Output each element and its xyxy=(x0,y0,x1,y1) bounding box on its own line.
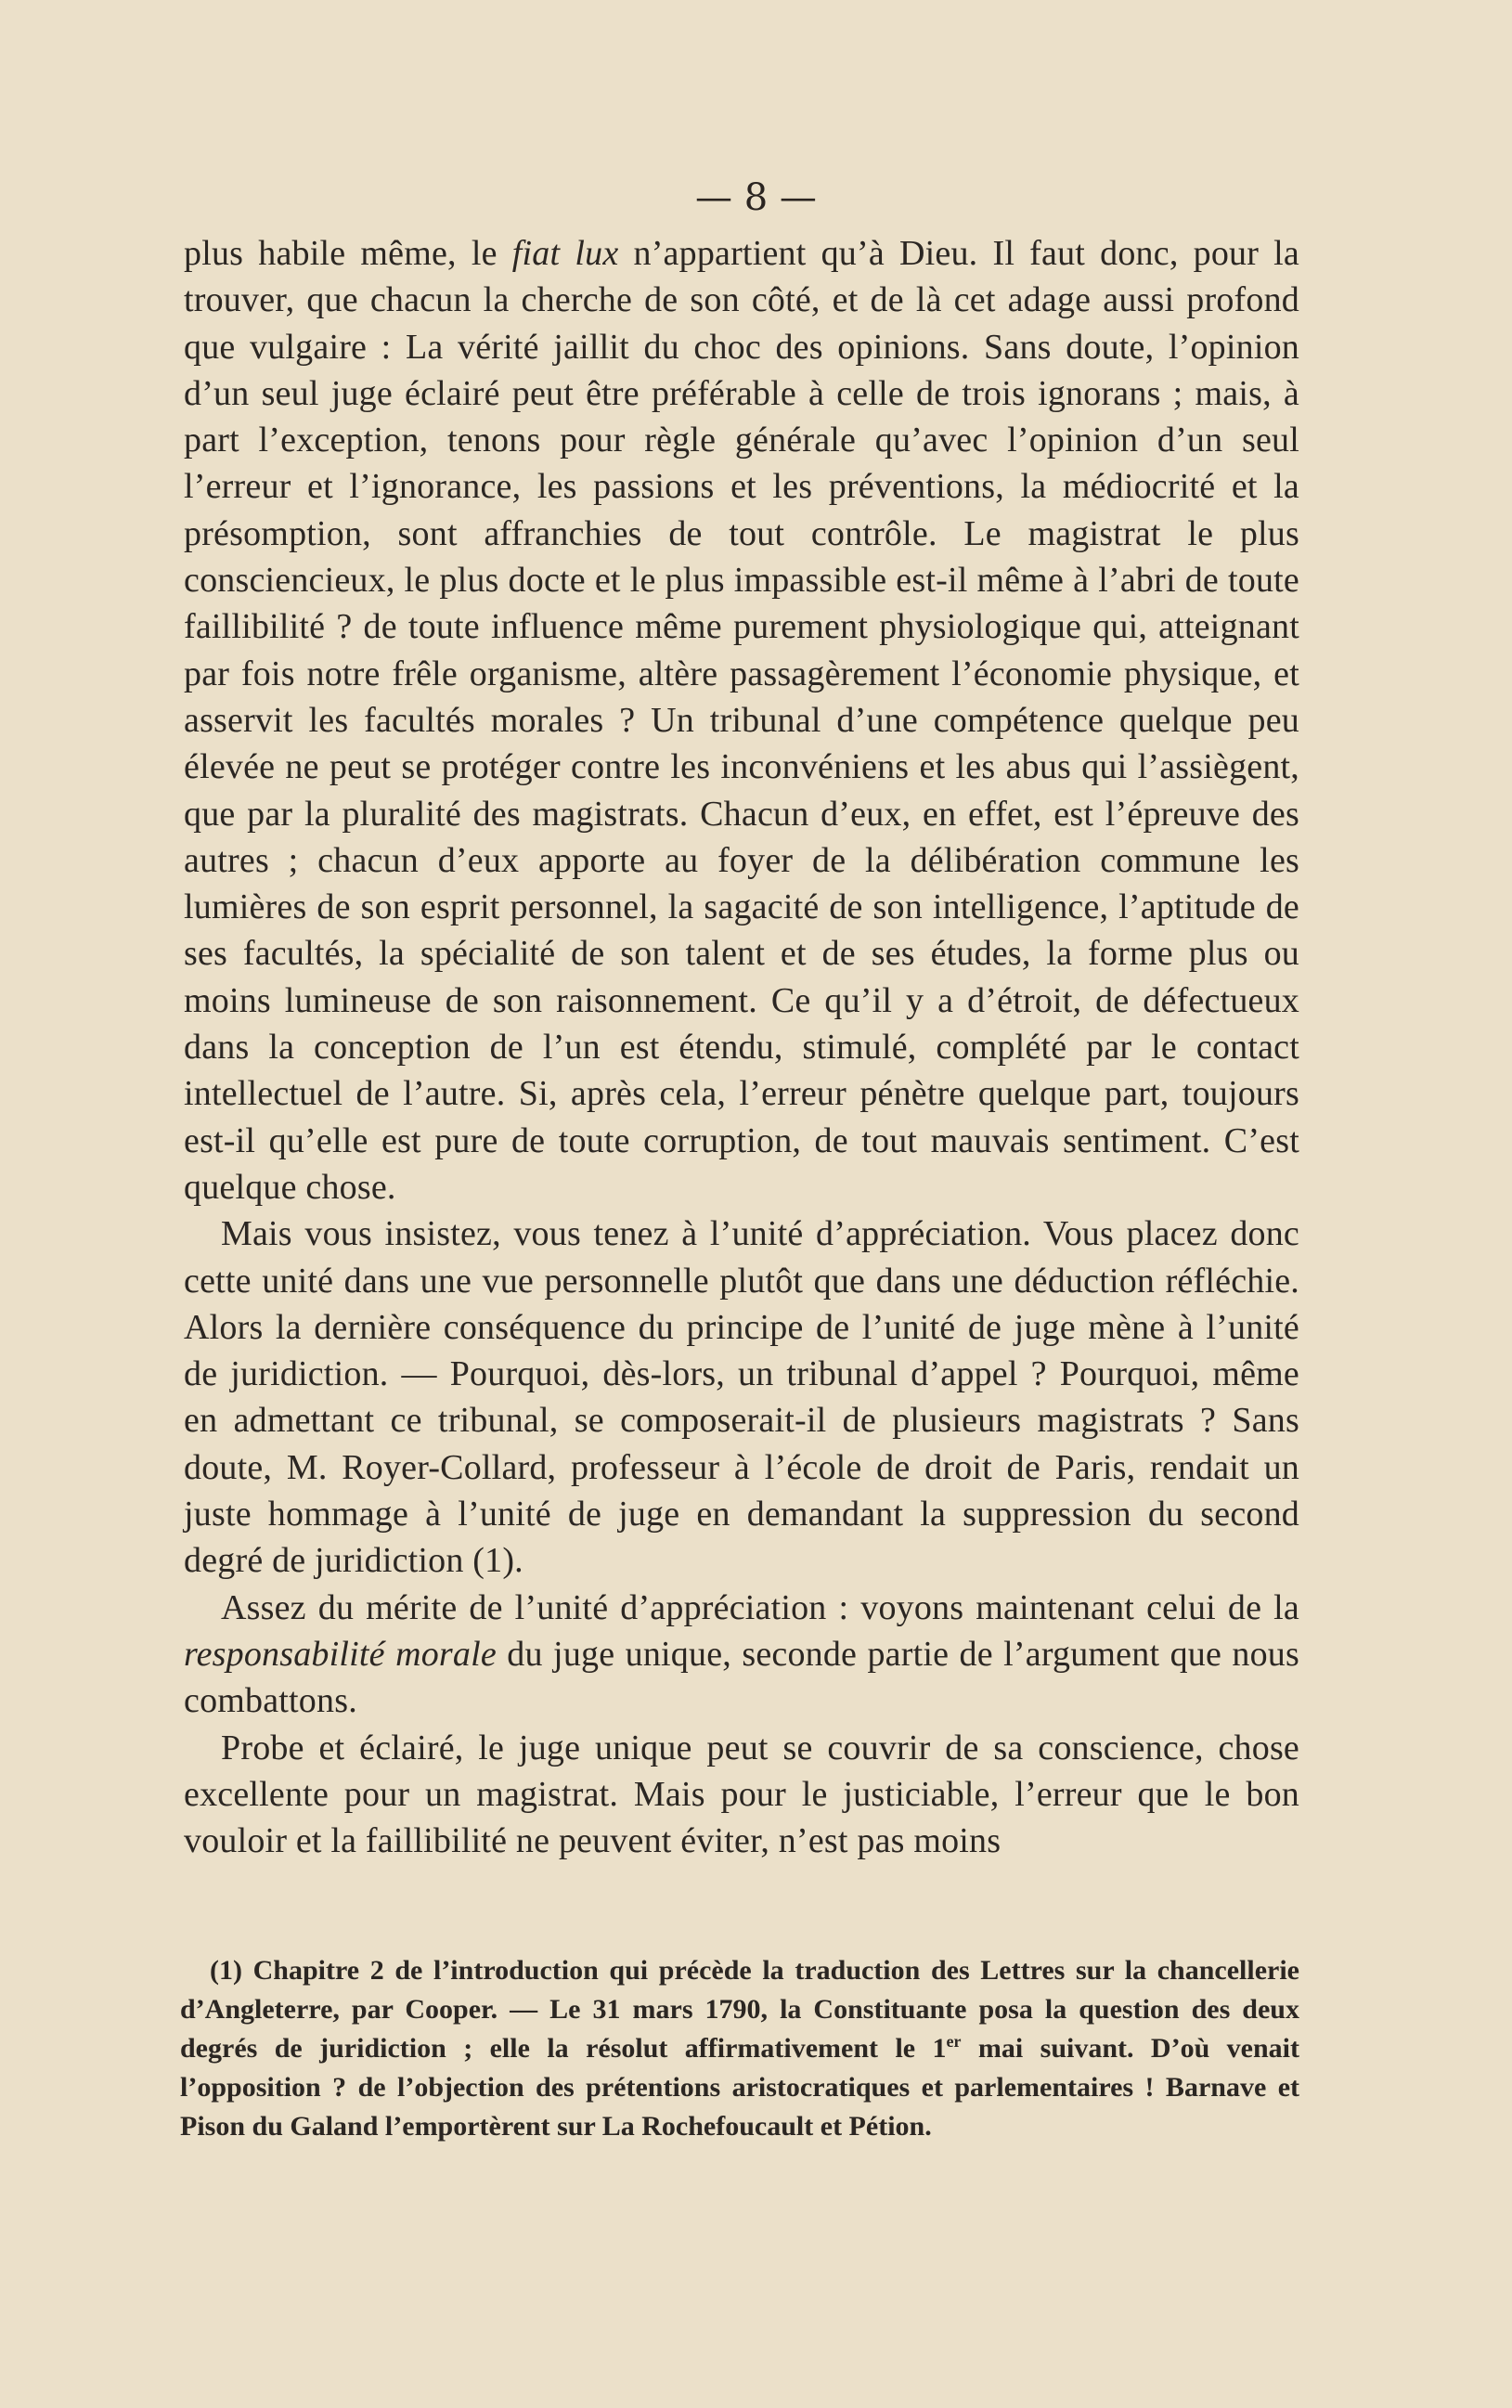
paragraph-4: Probe et éclairé, le juge unique peut se couvrir de sa conscience, chose excellente pour un magistrat. Mais pour le justiciable, l’erreur que le bon vouloir et la faillibilité ne peuvent éviter, n’est pas moins xyxy=(184,1728,1299,1861)
footnote-superscript: er xyxy=(946,2032,962,2051)
paragraph-3 xyxy=(184,1585,1299,1725)
paragraph-3-rest: du juge unique, seconde partie de l’argument que nous combattons. xyxy=(184,1634,1299,1721)
footnote-1-start: (1) Chapitre 2 de l’introduction qui précède la traduction des Lettres sur la chancellerie d’Angleterre, par Cooper. — Le 31 mars 1790, la Constituante posa la question des deux degrés de juridiction ; elle la résolut affirmativement le 1 xyxy=(180,1955,1299,2064)
responsabilite-morale-italic: responsabilité morale xyxy=(184,1634,497,1674)
main-text xyxy=(184,230,1299,1864)
footnote-block xyxy=(180,1951,1299,2146)
page-number: — 8 — xyxy=(695,176,817,219)
paragraph-1-rest: n’appartient qu’à Dieu. Il faut donc, pour la trouver, que chacun la cherche de son côté, et de là cet adage aussi profond que vulgaire : La vérité jaillit du choc des opinions. Sans doute, l’opinion d’un seul juge éclairé peut être préférable à celle de trois ignorans ; mais, à part l’exception, tenons pour règle générale qu’avec l’opinion d’un seul l’erreur et l’ignorance, les passions et les préventions, la médiocrité et la présomption, sont affranchies de tout contrôle. Le magistrat le plus consciencieux, le plus docte et le plus impassible est-il même à l’abri de toute faillibilité ? de toute influence même purement physiologique qui, atteignant par fois notre frêle organisme, altère passagèrement l’économie physique, et asservit les facultés morales ? Un tribunal d’une compétence quelque peu élevée ne peut se protéger contre les inconvéniens et les abus qui l’assiègent, que par la pluralité des magistrats. Chacun d’eux, en effet, est l’épreuve des autres ; chacun d’eux apporte au foyer de la délibération commune les lumières de son esprit personnel, la sagacité de son intelligence, l’aptitude de ses facultés, la spécialité de son talent et de ses études, la forme plus ou moins lumineuse de son raisonnement. Ce qu’il y a d’étroit, de défectueux dans la conception de l’un est étendu, stimulé, complété par le contact intellectuel de l’autre. Si, après cela, l’erreur pénètre quelque part, toujours est-il qu’elle est pure de toute corruption, de tout mauvais sentiment. C’est quelque chose. xyxy=(184,234,1300,1207)
paragraph-2: Mais vous insistez, vous tenez à l’unité d’appréciation. Vous placez donc cette unité dans une vue personnelle plutôt que dans une déduction réfléchie. Alors la dernière conséquence du principe de l’unité de juge mène à l’unité de juridiction. — Pourquoi, dès-lors, un tribunal d’appel ? Pourquoi, même en admettant ce tribunal, se composerait-il de plusieurs magistrats ? Sans doute, M. Royer-Collard, professeur à l’école de droit de Paris, rendait un juste hommage à l’unité de juge en demandant la suppression du second degré de juridiction (1). xyxy=(184,1214,1299,1581)
fiat-lux-italic: fiat lux xyxy=(511,234,619,273)
paragraph-3-start: Assez du mérite de l’unité d’appréciation : voyons maintenant celui de la xyxy=(221,1587,1299,1627)
footnote-1 xyxy=(180,1951,1299,2146)
footnote-1-rest: mai suivant. D’où venait l’opposition ? de l’objection des prétentions aristocratiques et parlementaires ! Barnave et Pison du Galand l’emportèrent sur La Rochefoucault et Pétion. xyxy=(180,2033,1300,2142)
paragraph-1-start: plus habile même, le xyxy=(184,234,512,273)
paragraph-1 xyxy=(184,230,1299,1210)
